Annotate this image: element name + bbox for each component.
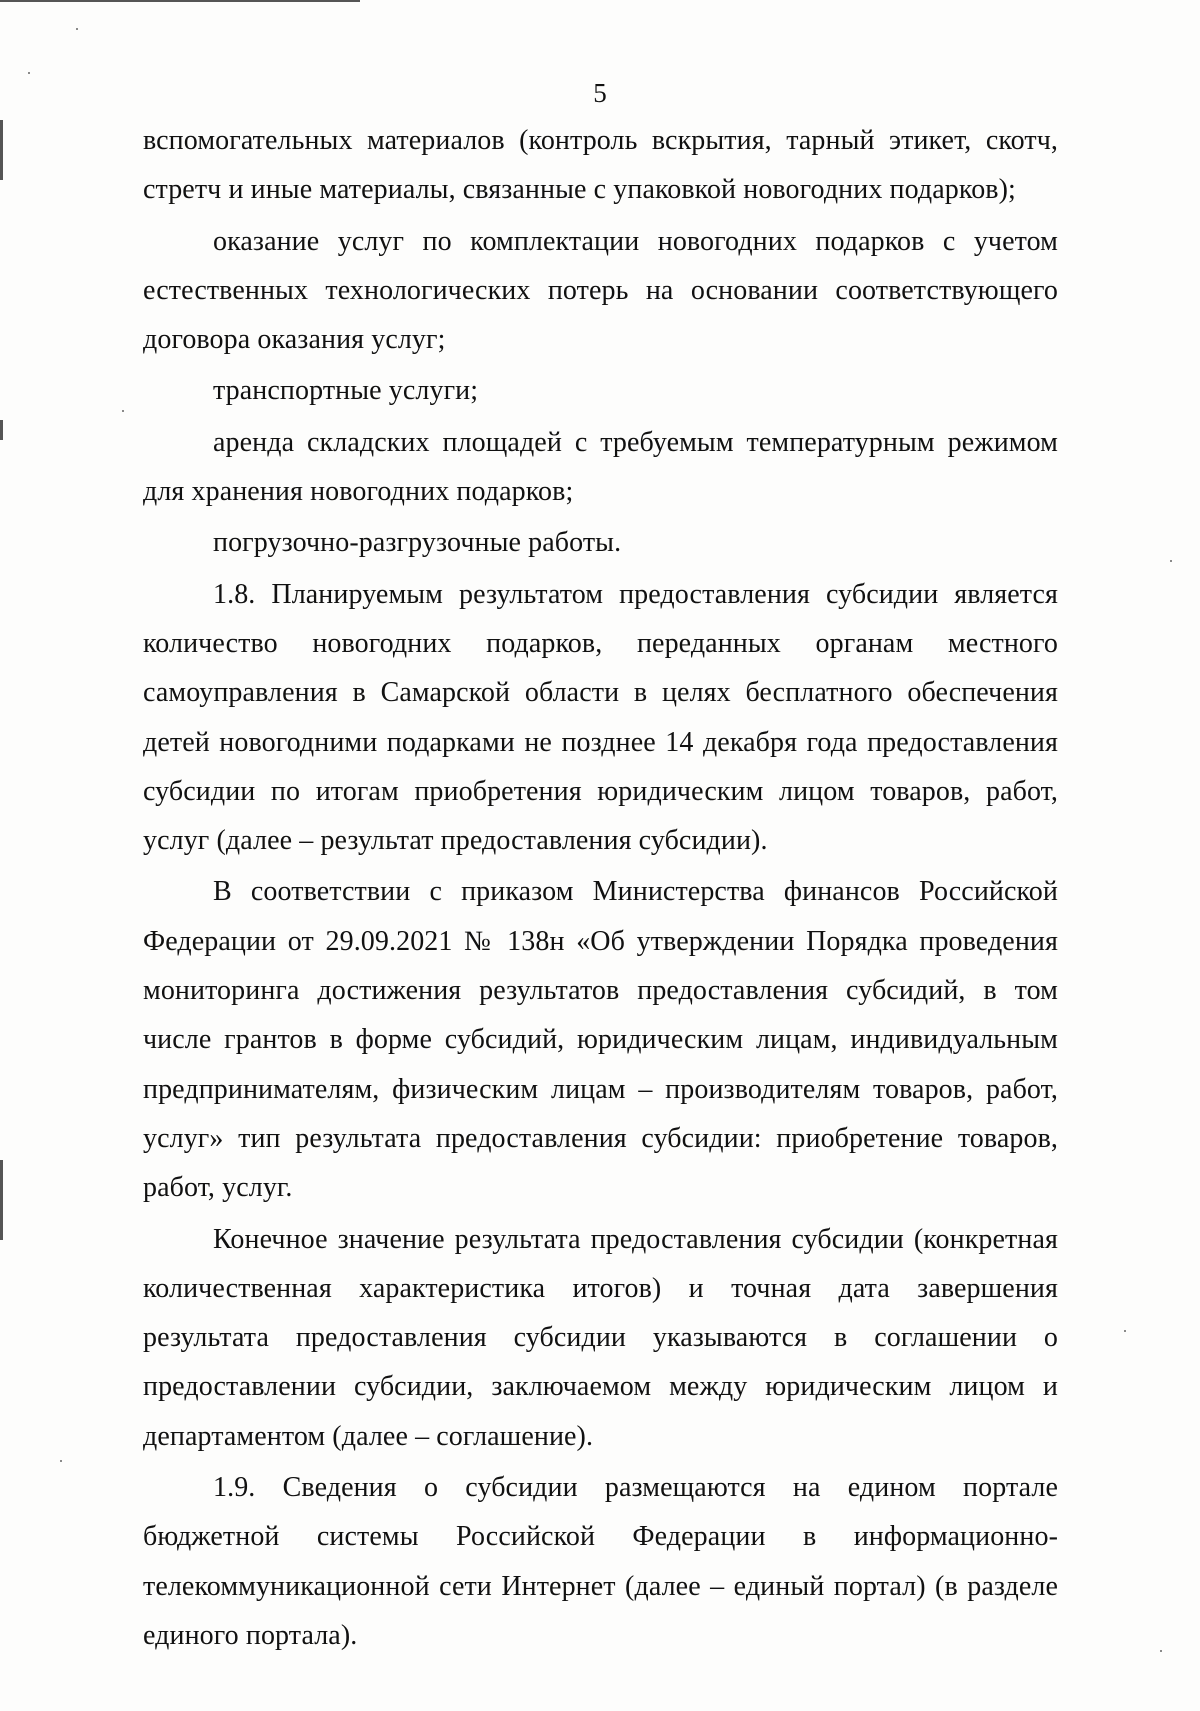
paragraph: аренда складских площадей с требуемым температурным режимом для хранения новогодних подарков; xyxy=(143,426,1058,508)
paragraph: Конечное значение результата предоставления субсидии (конкретная количественная характеристика итогов) и точная дата завершения результата предоставления субсидии указываются в соглашении о предоставлении субсидии, заключаемом между юридическим лицом и департаментом (далее – соглашение). xyxy=(143,1223,1058,1452)
paragraph: погрузочно-разгрузочные работы. xyxy=(213,527,622,559)
scan-speck xyxy=(28,72,30,74)
scan-edge-mark xyxy=(0,1160,3,1240)
scan-speck xyxy=(1124,1330,1126,1332)
scan-edge-mark xyxy=(0,420,3,440)
paragraph: 1.8. Планируемым результатом предоставления субсидии является количество новогодних подарков, переданных органам местного самоуправления в Самарской области в целях бесплатного обеспечения детей новогодними подарками не позднее 14 декабря года предоставления субсидии по итогам приобретения юридическим лицом товаров, работ, услуг (далее – результат предоставления субсидии). xyxy=(143,578,1058,857)
paragraph: транспортные услуги; xyxy=(213,375,479,407)
scan-speck xyxy=(122,410,124,412)
scan-speck xyxy=(76,28,78,30)
scan-speck xyxy=(1160,1650,1162,1652)
scan-speck xyxy=(1170,560,1172,562)
scan-edge-mark xyxy=(0,0,360,2)
scan-edge-mark xyxy=(0,120,3,180)
paragraph: оказание услуг по комплектации новогодних подарков с учетом естественных технологических потерь на основании соответствующего договора оказания услуг; xyxy=(143,225,1058,356)
page-number: 5 xyxy=(593,78,607,108)
scan-speck xyxy=(60,1460,62,1462)
paragraph: 1.9. Сведения о субсидии размещаются на едином портале бюджетной системы Российской Федерации в информационно-телекоммуникационной сети Интернет (далее – единый портал) (в разделе единого портала). xyxy=(143,1472,1058,1651)
document-body xyxy=(143,116,1058,1660)
paragraph: вспомогательных материалов (контроль вскрытия, тарный этикет, скотч, стретч и иные материалы, связанные с упаковкой новогодних подарков); xyxy=(143,125,1058,206)
paragraph: В соответствии с приказом Министерства финансов Российской Федерации от 29.09.2021 № 138н «Об утверждении Порядка проведения мониторинга достижения результатов предоставления субсидий, в том числе грантов в форме субсидий, юридическим лицам, индивидуальным предпринимателям, физическим лицам – производителям товаров, работ, услуг» тип результата предоставления субсидии: приобретение товаров, работ, услуг. xyxy=(143,876,1058,1204)
